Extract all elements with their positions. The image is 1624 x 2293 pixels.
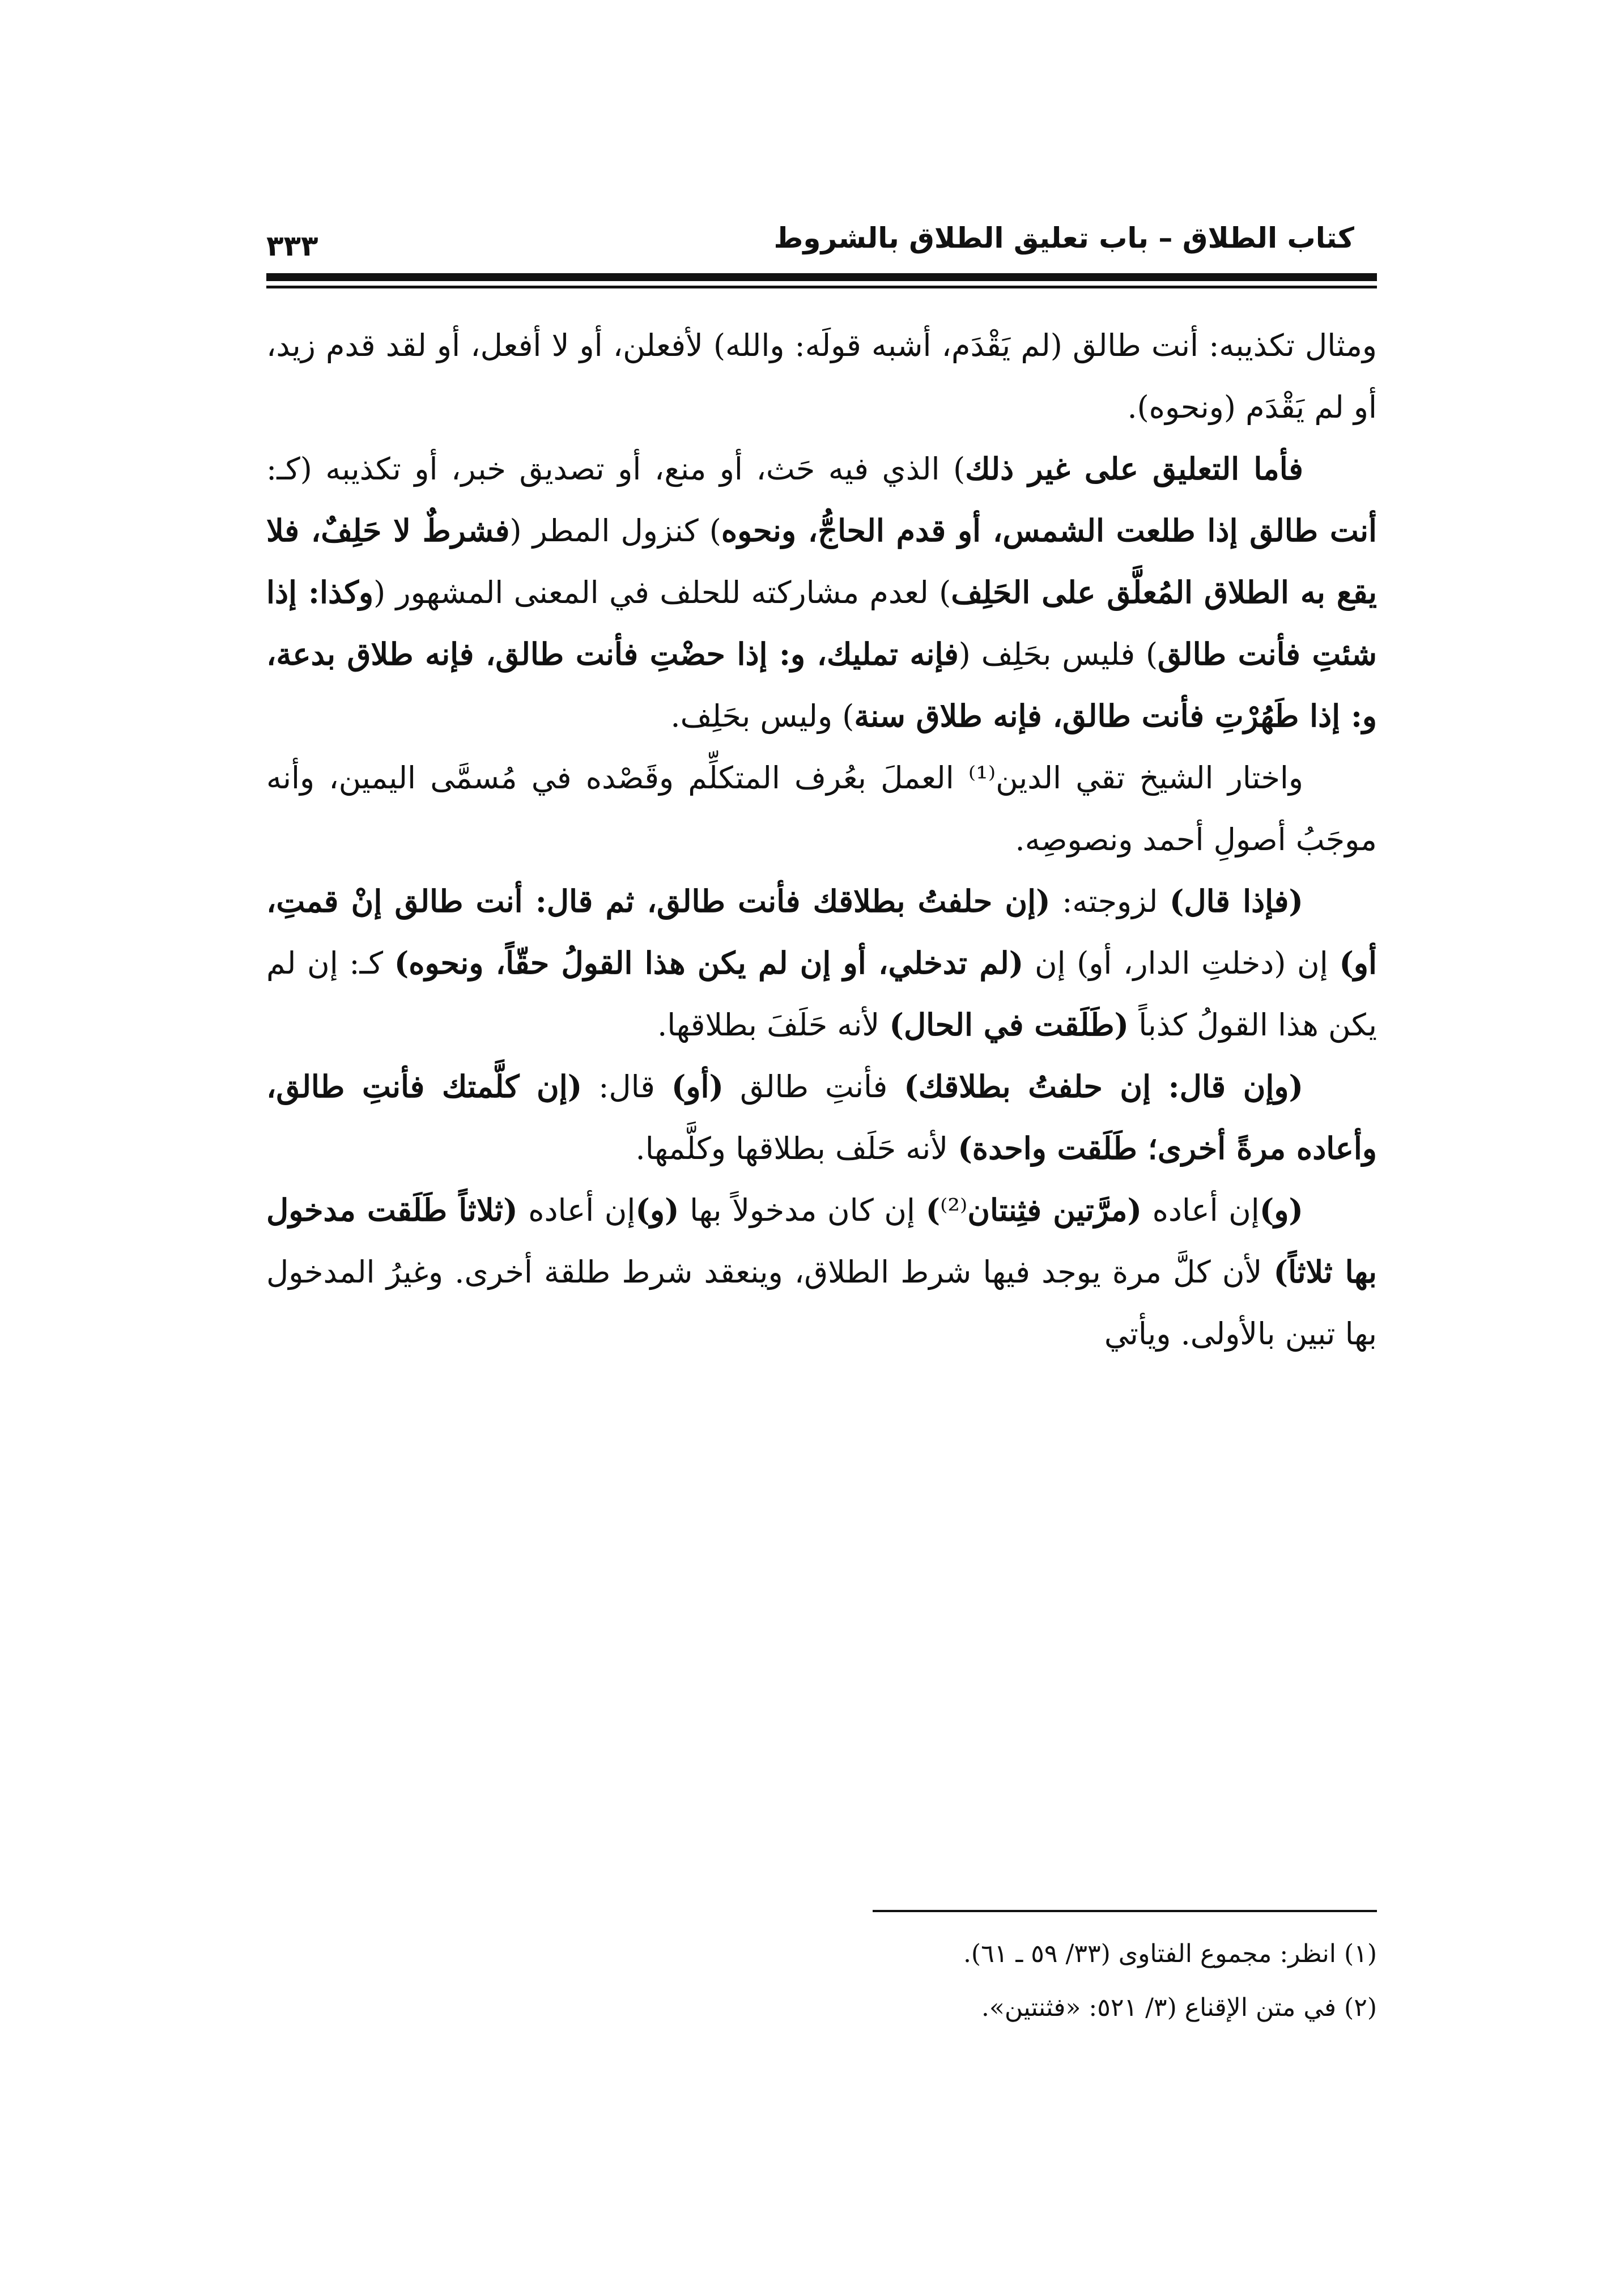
text-span: ) لعدم مشاركته للحلف في المعنى المشهور (	[373, 575, 951, 610]
text-span: لزوجته:	[1050, 884, 1170, 919]
bold-text-span: أنت طالق إذا طلعت الشمس، أو قدم الحاجُّ، ونحوه	[721, 512, 1377, 549]
text-span: قال:	[582, 1069, 671, 1105]
text-span: إن	[1023, 945, 1077, 981]
body-text	[266, 315, 1377, 1365]
bold-text-span: (مرَّتين فثِنتان	[967, 1192, 1142, 1228]
text-span: ) فليس بحَلِف (	[958, 636, 1158, 672]
text-span: (لم يَقْدَم، أشبه قولَه: والله)	[713, 328, 1062, 363]
paragraph	[266, 871, 1377, 1056]
text-span: إن أعاده	[1142, 1192, 1260, 1228]
text-span: ⁽²⁾	[940, 1192, 968, 1228]
bold-text-span: (وإن قال: إن حلفتُ بطلاقك)	[904, 1068, 1303, 1105]
text-span: (ونحوه).	[1127, 389, 1236, 425]
footnotes	[266, 1927, 1377, 2035]
text-span: واختار الشيخ تقي الدين	[996, 760, 1303, 796]
text-span: ) كنزول المطر (	[509, 513, 721, 549]
bold-text-span: (أو)	[671, 1068, 724, 1105]
paragraph	[266, 747, 1377, 871]
text-span: كـ: إن لم يكن هذا القولُ كذباً	[266, 945, 1377, 1043]
page-number: ٣٣٣	[266, 230, 318, 262]
text-span: إن كان مدخولاً بها	[679, 1192, 926, 1228]
bold-text-span: فإنه تمليك، و: إذا حضْتِ فأنت طالق، فإنه طلاق بدعة، و: إذا طَهُرْتِ فأنت طالق، فإنه طلاق سنة	[266, 636, 1377, 734]
bold-text-span: (لم تدخلي، أو إن لم يكن هذا القولُ حقّاً، ونحوه)	[394, 945, 1024, 981]
text-span: ) الذي فيه حَث، أو منع، أو تصديق خبر، أو تكذيبه (كـ:	[266, 451, 966, 487]
text-span: لأنه حَلَفَ بطلاقها.	[657, 1007, 890, 1043]
footnote-1: (١) انظر: مجموع الفتاوى (٣٣/ ٥٩ ـ ٦١).	[963, 1939, 1377, 1968]
header-rule-thick	[266, 273, 1377, 281]
text-span: لأفعلن، أو لا أفعل، أو لقد قدم زيد، أو لم يَقْدَم	[266, 328, 1377, 425]
bold-text-span: (ثلاثاً طَلَقت مدخول بها ثلاثاً)	[266, 1192, 1377, 1290]
text-span: ) وليس بحَلِف.	[670, 698, 854, 734]
bold-text-span: (و)	[635, 1192, 679, 1228]
text-span: لأن كلَّ مرة يوجد فيها شرط الطلاق، وينعقد شرط طلقة أخرى. وغيرُ المدخول بها تبين بالأولى. ويأتي	[266, 1254, 1377, 1352]
chapter-title: كتاب الطلاق – باب تعليق الطلاق بالشروط	[773, 222, 1354, 254]
book-page	[266, 215, 1377, 2086]
text-span: ومثال تكذيبه: أنت طالق	[1062, 328, 1377, 363]
bold-text-span: (طَلَقت في الحال)	[889, 1007, 1129, 1043]
bold-text-span: (و)	[1259, 1192, 1303, 1228]
footnote-2: (٢) في متن الإقناع (٣/ ٥٢١: «فثنتين».	[981, 1993, 1377, 2022]
text-span: إن	[1286, 945, 1340, 981]
footnote-separator	[873, 1910, 1377, 1912]
text-span: إن أعاده	[517, 1192, 636, 1228]
text-span: (دخلتِ الدار، أو)	[1077, 945, 1286, 981]
text-span: ⁽¹⁾	[968, 760, 996, 796]
paragraph	[266, 1056, 1377, 1179]
bold-text-span: وكذا: إذا شئتِ فأنت طالق	[266, 574, 1378, 672]
running-header	[266, 215, 1377, 266]
paragraph	[266, 1179, 1377, 1365]
text-span: العملَ بعُرف المتكلِّم وقَصْده في مُسمَّى اليمين، وأنه موجَبُ أصولِ أحمد ونصوصِه.	[266, 760, 1377, 857]
bold-text-span: (إن كلَّمتك فأنتِ طالق، وأعاده مرةً أخرى؛ طَلَقت واحدة)	[266, 1068, 1377, 1166]
bold-text-span: (فإذا قال)	[1169, 883, 1303, 919]
paragraph	[266, 315, 1377, 438]
bold-text-span: (إن حلفتُ بطلاقك فأنت طالق، ثم قال: أنت طالق إنْ قمتِ، أو)	[266, 883, 1377, 981]
bold-text-span: فأما التعليق على غير ذلك	[965, 451, 1303, 487]
paragraph	[266, 438, 1377, 747]
header-rule-thin	[266, 286, 1377, 288]
bold-text-span: فشرطٌ لا حَلِفٌ، فلا يقع به الطلاق المُعلَّق على الحَلِف	[266, 512, 1377, 610]
bold-text-span: )	[925, 1192, 941, 1228]
text-span: لأنه حَلَف بطلاقها وكلَّمها.	[635, 1131, 958, 1166]
text-span: فأنتِ طالق	[724, 1069, 904, 1105]
